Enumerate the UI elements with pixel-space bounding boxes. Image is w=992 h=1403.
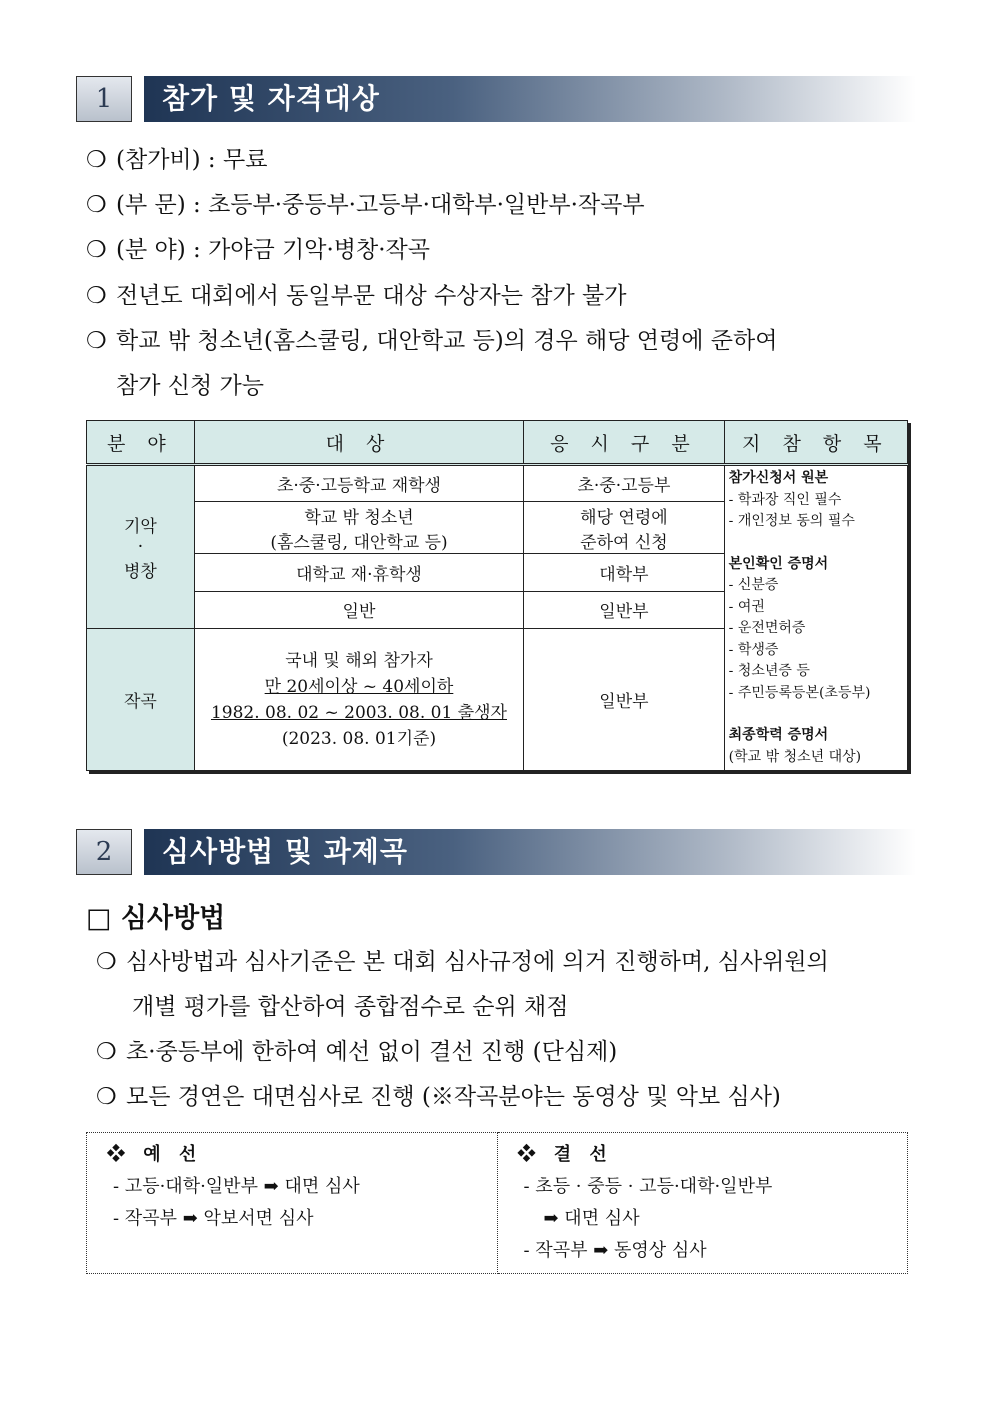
section-1-header	[76, 76, 916, 122]
info-line-fee: ❍ (참가비) : 무료	[86, 147, 268, 173]
section-title: 참가 및 자격대상	[162, 82, 380, 115]
target-cell: 일반	[194, 591, 523, 628]
circle-bullet-icon: ❍	[86, 237, 107, 263]
table-row	[87, 465, 908, 502]
target-cell: 학교 밖 청소년 (홈스쿨링, 대안학교 등)	[194, 502, 523, 554]
info-line-division: ❍ (부 문) : 초등부·중등부·고등부·대학부·일반부·작곡부	[86, 192, 645, 218]
section-number: 2	[76, 829, 132, 875]
section-title: 심사방법 및 과제곡	[162, 835, 408, 868]
required-documents: 참가신청서 원본 - 학과장 직인 필수 - 개인정보 동의 필수 본인확인 증명서 - 신분증 - 여권 - 운전면허증 - 학생증 - 청소년증 등 - 주민등록등본(초등부) 최종학력 증명서 (학교 밖 청소년 대상)	[724, 465, 907, 771]
division-cell: 대학부	[524, 554, 724, 591]
division-cell: 일반부	[524, 591, 724, 628]
eligibility-table	[86, 420, 908, 771]
judging-line-1-cont: 개별 평가를 합산하여 종합점수로 순위 채점	[132, 994, 569, 1020]
table-header-row	[87, 421, 908, 465]
header-target: 대 상	[194, 421, 523, 465]
circle-bullet-icon: ❍	[86, 192, 107, 218]
judging-line-2: ❍ 초·중등부에 한하여 예선 없이 결선 진행 (단심제)	[96, 1039, 618, 1065]
division-cell: 일반부	[524, 629, 724, 771]
division-cell: 초·중·고등부	[524, 465, 724, 502]
header-field: 분 야	[87, 421, 195, 465]
target-cell: 초·중·고등학교 재학생	[194, 465, 523, 502]
section-title-bar	[144, 829, 916, 875]
final-cell: ❖ 결 선 - 초등 · 중등 · 고등·대학·일반부 ➡ 대면 심사 - 작곡부 ➡ 동영상 심사	[497, 1133, 908, 1274]
preliminary-title: ❖ 예 선	[107, 1144, 203, 1165]
preliminary-cell: ❖ 예 선 - 고등·대학·일반부 ➡ 대면 심사 - 작곡부 ➡ 악보서면 심사	[87, 1133, 498, 1274]
division-cell: 해당 연령에 준하여 신청	[524, 502, 724, 554]
info-line-restriction: ❍ 전년도 대회에서 동일부문 대상 수상자는 참가 불가	[86, 283, 627, 309]
target-cell: 대학교 재·휴학생	[194, 554, 523, 591]
circle-bullet-icon: ❍	[96, 1039, 117, 1065]
section-title-bar	[144, 76, 916, 122]
circle-bullet-icon: ❍	[96, 1084, 117, 1110]
info-line-continuation: 참가 신청 가능	[116, 373, 264, 399]
header-division: 응 시 구 분	[524, 421, 724, 465]
section-2-header	[76, 829, 916, 875]
final-title: ❖ 결 선	[517, 1144, 613, 1165]
rounds-table	[86, 1132, 908, 1274]
circle-bullet-icon: ❍	[86, 147, 107, 173]
table-row	[87, 1133, 908, 1274]
header-documents: 지 참 항 목	[724, 421, 907, 465]
subsection-heading: □ 심사방법	[86, 903, 226, 934]
target-cell: 국내 및 해외 참가자 만 20세이상 ~ 40세이하 1982. 08. 02 ~ 2003. 08. 01 출생자 (2023. 08. 01기준)	[194, 629, 523, 771]
info-line-out-of-school: ❍ 학교 밖 청소년(홈스쿨링, 대안학교 등)의 경우 해당 연령에 준하여	[86, 328, 778, 354]
category-instrumental: 기악 · 병창	[87, 465, 195, 629]
circle-bullet-icon: ❍	[96, 949, 117, 975]
category-composition: 작곡	[87, 629, 195, 771]
circle-bullet-icon: ❍	[86, 328, 107, 354]
section-number: 1	[76, 76, 132, 122]
square-bullet-icon: □	[86, 903, 112, 934]
info-line-field: ❍ (분 야) : 가야금 기악·병창·작곡	[86, 237, 430, 263]
judging-line-3: ❍ 모든 경연은 대면심사로 진행 (※작곡분야는 동영상 및 악보 심사)	[96, 1084, 781, 1110]
circle-bullet-icon: ❍	[86, 283, 107, 309]
judging-line-1: ❍ 심사방법과 심사기준은 본 대회 심사규정에 의거 진행하며, 심사위원의	[96, 949, 829, 975]
